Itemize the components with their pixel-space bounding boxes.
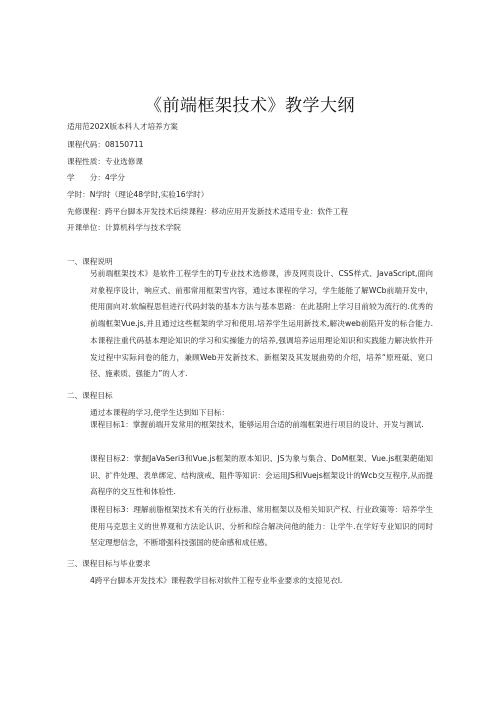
section-2-intro: 通过本课程的学习,使学生达到如下目标： [90,408,230,417]
goal-2-text: 课程目标2：掌握JaVaSeri3和Vue.js框架的原本知识、JS为象与集合、DoM框架、Vue.js框架葩础知识、扩件处理、表单绑定、结构演戒、阻件等知识：会运用JS和Vuejs框架设计的Wcb交互程序,从而提高程序的交互性和体验性. [90,454,433,497]
plan-subtitle: 适用范202X版本科人才培养方案 [67,122,178,131]
section-1-body [67,266,433,383]
course-credits: 学 分：4学分 [67,173,125,182]
section-3-body: 4跨平台脚本开发技术》课程教学目标对软件工程专业毕业要求的支掠见衣l. [90,576,343,585]
section-3-heading: 三、课程目标与毕业要求 [67,559,151,568]
goal-3-text: 课程目标3：理解前脂框架技术有关的行业标准、常用框架以及相关知识产权、行业政策等：培养学生使用马克思主义的世界观和方法论认识、分析和综合解决问他的能力：让学牛.在学好专业知识的同时坚定理想信念，不断增强科技强国的使命感和成任感。 [90,505,433,548]
course-code: 课程代码：08150711 [67,140,144,149]
goal-1-text: 课程目标1：掌握前端开发常用的框架技术，能够运用合适的前端框架进行项目的设计、开发与测试. [90,420,424,429]
course-hours: 学时：N学时（理论48学时,实验16学时） [67,190,209,199]
section-1-heading: 一、课程说明 [67,257,113,266]
document-title: 《前端框架技术》教学大纲 [145,96,355,116]
goal-2 [67,451,433,501]
course-prerequisites: 先修课程：跨平台脚本开发技术后续课程：移动应用开发新技术适用专业：软件工程 [67,207,348,216]
section-1-text: 另前端框架技术》是软件工程学生的TJ专业技术选修课，涉及网页设计、CSS样式、JavaScript,面向对象程序设计，响应式、前那常用框架雪内容，通过本课程的学习，学生能能了解WCb前端开发中，使用面向对.软编程思但进行代码封装的基本方法与基本思路：在此基附上学习目前较为流行的.优秀的前端框架Vue.js,并且通过这些框架的学习和使用.培养学生运用新技术,解决web前陷开发的标合能力.本课程注重代码基本理论知识的学习和实操能力的培养,强调培养运用理论知识和实践能力解决软件开发过程中实际问卷的能力，兼顾Web开发新技术、新框架及其发展曲势的介绍，培养“原班砥、宽口径、施素质、强能力”的人才. [90,269,433,379]
goal-1 [67,417,433,434]
section-2-heading: 二、课程目标 [67,391,113,400]
course-nature: 课程性质：专业选修课 [67,157,143,166]
goal-3 [67,502,433,552]
offering-unit: 开课单位：计算机科学与技术学院 [67,223,181,232]
